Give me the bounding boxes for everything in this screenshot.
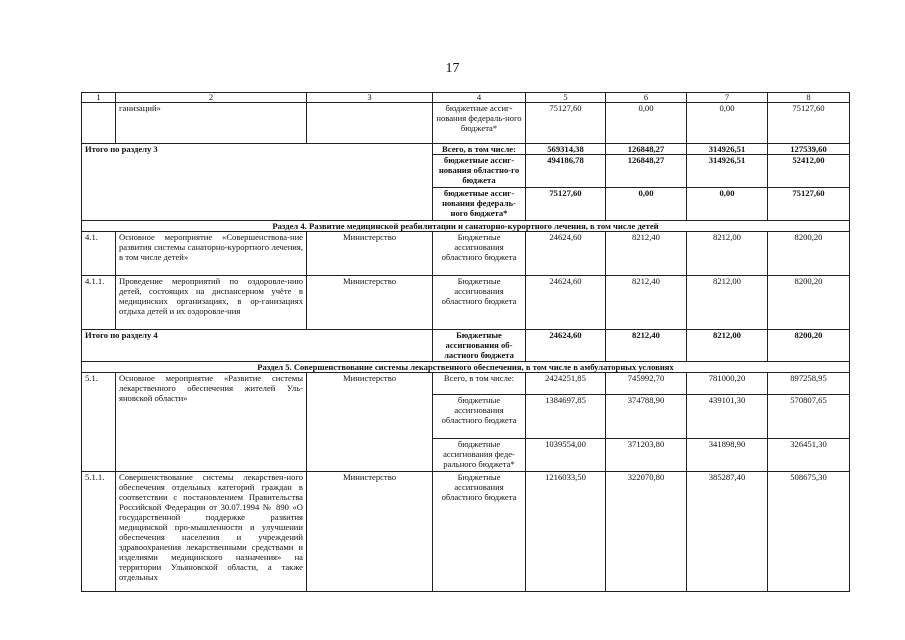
executor: Министерство bbox=[307, 276, 433, 330]
executor: Министерство bbox=[307, 472, 433, 592]
funding-source: бюджетные ассигнования областного бюджета bbox=[433, 395, 526, 439]
value-col7: 314926,51 bbox=[687, 144, 768, 155]
funding-source: бюджетные ассигнования феде-рального бюджета* bbox=[433, 439, 526, 472]
funding-source: Всего, в том числе: bbox=[433, 144, 526, 155]
executor: Министерство bbox=[307, 373, 433, 472]
value-col8: 75127,60 bbox=[768, 188, 850, 221]
col-header-8: 8 bbox=[768, 93, 850, 103]
value-col7: 0,00 bbox=[687, 188, 768, 221]
value-col8: 326451,30 bbox=[768, 439, 850, 472]
value-col7: 8212,00 bbox=[687, 276, 768, 330]
value-col8: 570807,65 bbox=[768, 395, 850, 439]
value-col5: 494186,78 bbox=[526, 155, 606, 188]
page-number: 17 bbox=[445, 61, 460, 76]
value-col5: 24624,60 bbox=[526, 276, 606, 330]
activity-name: Совершенствование системы лекарствен-ного обеспечения отдельных категорий граждан в соответствии с постановлением Правительства Российской Федерации от 30.07.1994 № 890 «О государственной поддержке развития медицинской про-мышленности и улучшении обеспечения населения и учреждений здравоохранения лекарственными средствами и изделиями медицинского назначения» на территории Ульяновской области, а также отдельных bbox=[116, 472, 307, 592]
funding-source: бюджетные ассиг-нования областно-го бюджета bbox=[433, 155, 526, 188]
value-col7: 385287,40 bbox=[687, 472, 768, 592]
row-number: 4.1. bbox=[82, 232, 116, 276]
budget-table bbox=[81, 92, 850, 592]
value-col5: 75127,60 bbox=[526, 103, 606, 144]
funding-source: Бюджетные ассигнования областного бюджета bbox=[433, 276, 526, 330]
funding-source: Бюджетные ассигнования об-ластного бюджета bbox=[433, 330, 526, 362]
value-col7: 439101,30 bbox=[687, 395, 768, 439]
row-number: 5.1.1. bbox=[82, 472, 116, 592]
total-label: Итого по разделу 3 bbox=[82, 144, 433, 221]
value-col5: 75127,60 bbox=[526, 188, 606, 221]
col-header-4: 4 bbox=[433, 93, 526, 103]
value-col8: 75127,60 bbox=[768, 103, 850, 144]
funding-source: бюджетные ассиг-нования федераль-ного бюджета* bbox=[433, 103, 526, 144]
value-col7: 341898,90 bbox=[687, 439, 768, 472]
funding-source: бюджетные ассиг-нования федераль-ного бюджета* bbox=[433, 188, 526, 221]
total-row bbox=[82, 330, 850, 362]
col-header-3: 3 bbox=[307, 93, 433, 103]
funding-source: Бюджетные ассигнования областного бюджета bbox=[433, 232, 526, 276]
value-col5: 24624,60 bbox=[526, 232, 606, 276]
value-col5: 1216033,50 bbox=[526, 472, 606, 592]
col-header-1: 1 bbox=[82, 93, 116, 103]
value-col6: 8212,40 bbox=[606, 330, 687, 362]
value-col5: 1039554,00 bbox=[526, 439, 606, 472]
table-row bbox=[82, 472, 850, 592]
value-col7: 8212,00 bbox=[687, 232, 768, 276]
section-5-title: Раздел 5. Совершенствование системы лекарственного обеспечения, в том числе в амбулаторных условиях bbox=[82, 362, 850, 373]
value-col8: 508675,30 bbox=[768, 472, 850, 592]
value-col6: 374788,90 bbox=[606, 395, 687, 439]
value-col7: 0,00 bbox=[687, 103, 768, 144]
value-col5: 569314,38 bbox=[526, 144, 606, 155]
activity-name: ганизаций» bbox=[116, 103, 307, 144]
row-number bbox=[82, 103, 116, 144]
value-col6: 0,00 bbox=[606, 188, 687, 221]
col-header-5: 5 bbox=[526, 93, 606, 103]
value-col6: 371203,80 bbox=[606, 439, 687, 472]
value-col8: 8200,20 bbox=[768, 330, 850, 362]
activity-name: Основное мероприятие «Совершенствова-ние развития системы санаторно-курортного лечения, в том числе детей» bbox=[116, 232, 307, 276]
activity-name: Проведение мероприятий по оздоровле-нию детей, состоящих на диспансерном учёте в медицинских организациях, в ор-ганизациях отдыха детей и их оздоровле-ния bbox=[116, 276, 307, 330]
table-row bbox=[82, 232, 850, 276]
col-header-6: 6 bbox=[606, 93, 687, 103]
value-col7: 8212,00 bbox=[687, 330, 768, 362]
col-header-7: 7 bbox=[687, 93, 768, 103]
value-col8: 8200,20 bbox=[768, 276, 850, 330]
section-heading-row bbox=[82, 362, 850, 373]
value-col5: 1384697,85 bbox=[526, 395, 606, 439]
funding-source: Бюджетные ассигнования областного бюджета bbox=[433, 472, 526, 592]
value-col6: 322070,80 bbox=[606, 472, 687, 592]
activity-name: Основное мероприятие «Развитие системы лекарственного обеспечения жителей Уль-яновской области» bbox=[116, 373, 307, 472]
table-row bbox=[82, 276, 850, 330]
value-col5: 24624,60 bbox=[526, 330, 606, 362]
value-col6: 745992,70 bbox=[606, 373, 687, 395]
value-col7: 781000,20 bbox=[687, 373, 768, 395]
value-col6: 126848,27 bbox=[606, 155, 687, 188]
executor bbox=[307, 103, 433, 144]
total-row bbox=[82, 144, 850, 155]
value-col6: 126848,27 bbox=[606, 144, 687, 155]
section-heading-row bbox=[82, 221, 850, 232]
col-header-2: 2 bbox=[116, 93, 307, 103]
row-number: 4.1.1. bbox=[82, 276, 116, 330]
total-label: Итого по разделу 4 bbox=[82, 330, 433, 362]
value-col5: 2424251,85 bbox=[526, 373, 606, 395]
value-col8: 897258,95 bbox=[768, 373, 850, 395]
value-col8: 52412,00 bbox=[768, 155, 850, 188]
value-col8: 8200,20 bbox=[768, 232, 850, 276]
table-row bbox=[82, 103, 850, 144]
value-col6: 8212,40 bbox=[606, 232, 687, 276]
funding-source: Всего, в том числе: bbox=[433, 373, 526, 395]
value-col6: 0,00 bbox=[606, 103, 687, 144]
table-row bbox=[82, 373, 850, 395]
section-4-title: Раздел 4. Развитие медицинской реабилитации и санаторно-курортного лечения, в том числе детей bbox=[82, 221, 850, 232]
value-col7: 314926,51 bbox=[687, 155, 768, 188]
value-col8: 127539,60 bbox=[768, 144, 850, 155]
value-col6: 8212,40 bbox=[606, 276, 687, 330]
row-number: 5.1. bbox=[82, 373, 116, 472]
executor: Министерство bbox=[307, 232, 433, 276]
column-number-row bbox=[82, 93, 850, 103]
